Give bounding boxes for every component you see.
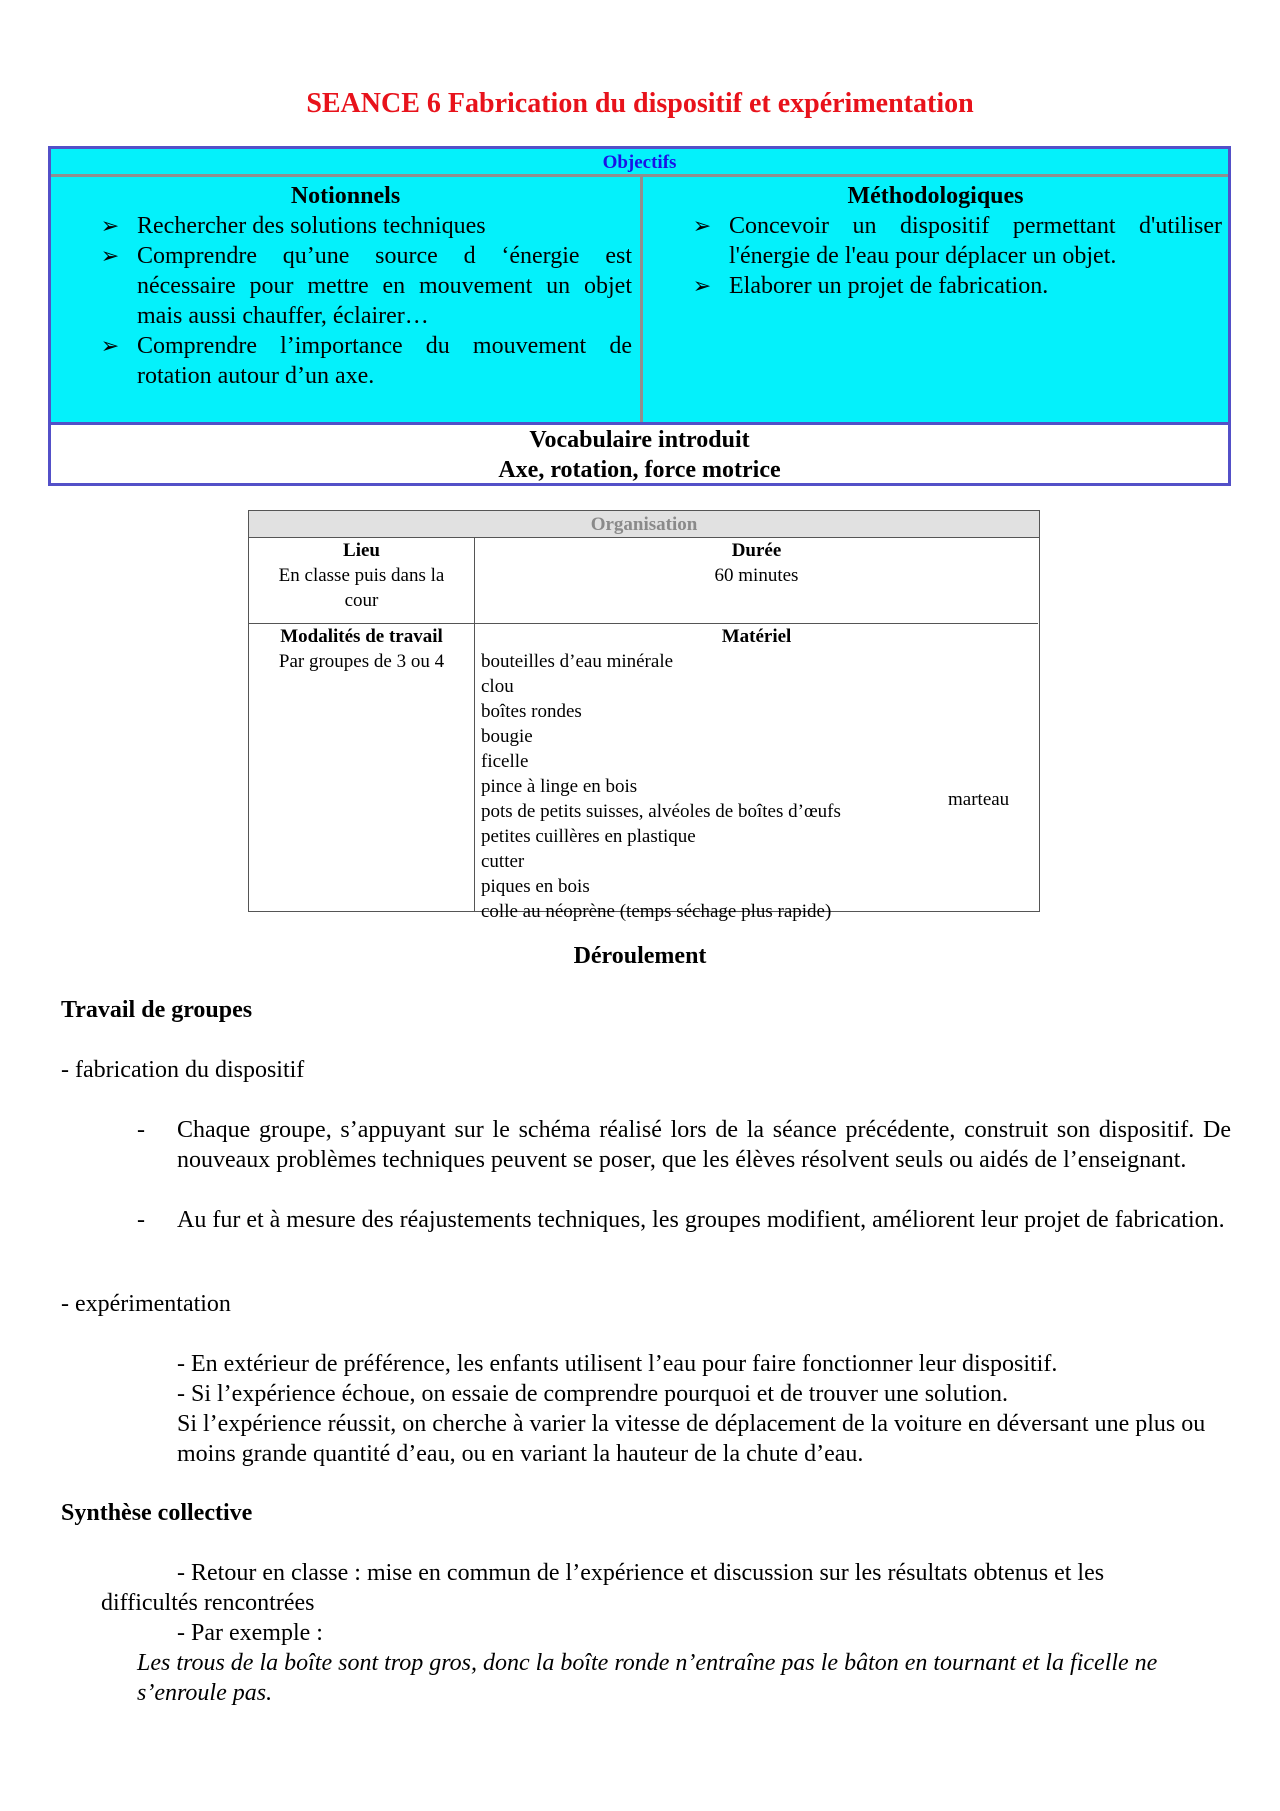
fabrication-item: - Au fur et à mesure des réajustements techniques, les groupes modifient, améliorent leur projet de fabrication. bbox=[137, 1207, 1225, 1233]
notionnel-item: ➢ Comprendre qu’une source d ‘énergie est nécessaire pour mettre en mouvement un objet mais aussi chauffer, éclairer… bbox=[51, 241, 640, 331]
synthese-exemple: - Par exemple : bbox=[177, 1620, 323, 1646]
arrow-bullet-icon: ➢ bbox=[100, 333, 120, 358]
modalites-value: Par groupes de 3 ou 4 bbox=[278, 651, 445, 672]
materiel-item: bouteilles d’eau minérale bbox=[481, 651, 674, 672]
vocabulaire-title: Vocabulaire introduit bbox=[529, 427, 750, 453]
materiel-item: pince à linge en bois bbox=[481, 776, 638, 797]
synthese-retour-cont: difficultés rencontrées bbox=[101, 1590, 315, 1616]
arrow-bullet-icon: ➢ bbox=[692, 213, 712, 238]
materiel-label: Matériel bbox=[721, 626, 792, 647]
experimentation-line: - En extérieur de préférence, les enfants utilisent l’eau pour faire fonctionner leur dispositif. bbox=[177, 1351, 1058, 1377]
synthese-citation: Les trous de la boîte sont trop gros, donc la boîte ronde n’entraîne pas le bâton en tournant et la ficelle ne s’enroule pas. bbox=[137, 1650, 1158, 1706]
arrow-bullet-icon: ➢ bbox=[100, 213, 120, 238]
lieu-value: En classe puis dans la cour bbox=[278, 565, 445, 611]
objectifs-header: Objectifs bbox=[51, 149, 1228, 177]
organisation-table bbox=[248, 510, 1040, 922]
methodologique-item: ➢ Elaborer un projet de fabrication. bbox=[643, 271, 1228, 301]
materiel-item: colle au néoprène (temps séchage plus rapide) bbox=[481, 901, 832, 922]
methodologiques-title: Méthodologiques bbox=[847, 183, 1024, 209]
travail-groupes-title: Travail de groupes bbox=[61, 997, 253, 1023]
materiel-item: boîtes rondes bbox=[481, 701, 582, 722]
synthese-title: Synthèse collective bbox=[61, 1500, 253, 1526]
notionnel-item: ➢ Rechercher des solutions techniques bbox=[51, 211, 640, 241]
materiel-item: ficelle bbox=[481, 751, 529, 772]
materiel-item: cutter bbox=[481, 851, 525, 872]
synthese-retour: - Retour en classe : mise en commun de l’expérience et discussion sur les résultats obtenus et les bbox=[177, 1560, 1105, 1586]
duree-label: Durée bbox=[731, 540, 782, 561]
fabrication-item: - Chaque groupe, s’appuyant sur le schéma réalisé lors de la séance précédente, construit son dispositif. De nouveaux problèmes techniques peuvent se poser, que les élèves résolvent seuls ou aidés de l’enseignant. bbox=[137, 1117, 1231, 1173]
methodologique-item: ➢ Concevoir un dispositif permettant d'utiliser l'énergie de l'eau pour déplacer un objet. bbox=[643, 211, 1228, 271]
vocabulaire-words: Axe, rotation, force motrice bbox=[498, 457, 781, 483]
methodologiques-column bbox=[643, 177, 1228, 422]
arrow-bullet-icon: ➢ bbox=[100, 243, 120, 268]
notionnels-title: Notionnels bbox=[290, 183, 401, 209]
objectifs-table bbox=[48, 146, 1231, 486]
materiel-item: bougie bbox=[481, 726, 533, 747]
organisation-header: Organisation bbox=[249, 511, 1039, 538]
duree-value: 60 minutes bbox=[714, 565, 799, 586]
page-title: SEANCE 6 Fabrication du dispositif et expérimentation bbox=[306, 88, 974, 119]
deroulement-title: Déroulement bbox=[573, 943, 707, 969]
materiel-item: clou bbox=[481, 676, 514, 697]
modalites-cell bbox=[249, 624, 475, 911]
modalites-label: Modalités de travail bbox=[280, 626, 443, 647]
arrow-bullet-icon: ➢ bbox=[692, 273, 712, 298]
materiel-cell bbox=[475, 624, 1038, 922]
lieu-cell bbox=[249, 538, 475, 624]
materiel-item: piques en bois bbox=[481, 876, 590, 897]
experimentation-label: - expérimentation bbox=[61, 1291, 231, 1317]
materiel-extra-item: marteau bbox=[948, 789, 1010, 810]
notionnels-column bbox=[51, 177, 643, 422]
materiel-item: petites cuillères en plastique bbox=[481, 826, 696, 847]
materiel-item: pots de petits suisses, alvéoles de boîtes d’œufs bbox=[481, 801, 841, 822]
experimentation-line: Si l’expérience réussit, on cherche à varier la vitesse de déplacement de la voiture en déversant une plus ou moins grande quantité d’eau, ou en variant la hauteur de la chute d’eau. bbox=[177, 1411, 1206, 1467]
experimentation-line: - Si l’expérience échoue, on essaie de comprendre pourquoi et de trouver une solution. bbox=[177, 1381, 1009, 1407]
fabrication-label: - fabrication du dispositif bbox=[61, 1057, 305, 1083]
notionnel-item: ➢ Comprendre l’importance du mouvement de rotation autour d’un axe. bbox=[51, 331, 640, 391]
duree-cell bbox=[475, 538, 1038, 624]
lieu-label: Lieu bbox=[343, 540, 380, 561]
vocabulaire-section bbox=[51, 422, 1228, 483]
